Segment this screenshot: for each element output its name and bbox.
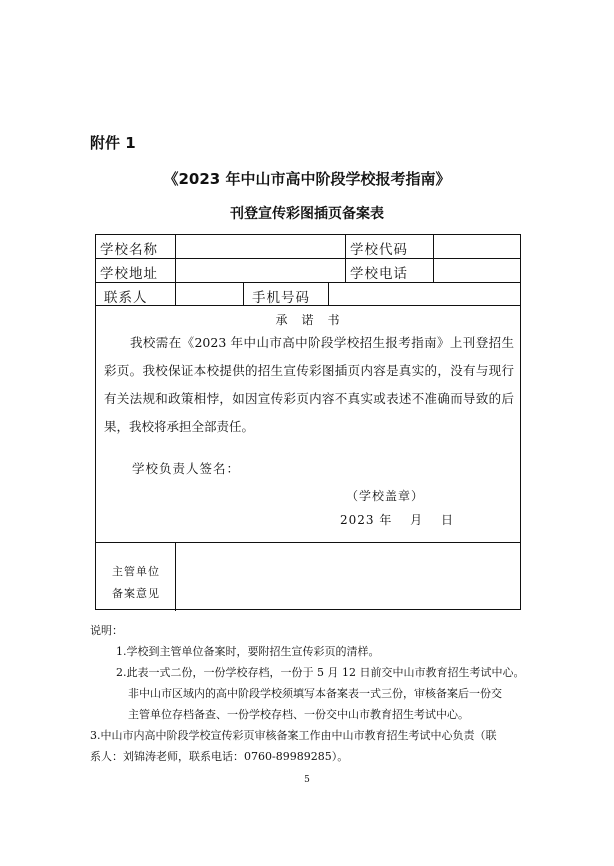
school-code-field[interactable] bbox=[435, 236, 519, 257]
note-item: 1.学校到主管单位备案时，要附招生宣传彩页的清样。 bbox=[116, 645, 380, 658]
pledge-paragraph: 我校需在《2023 年中山市高中阶段学校招生报考指南》上刊登招生彩页。我校保证本校提供的招生宣传彩图插页内容是真实的，没有与现行有关法规和政策相悖，如因宣传彩页内容不真实或表述不准确而导致的后果，我校将承担全部责任。 bbox=[104, 335, 514, 434]
signature-label: 学校负责人签名： bbox=[132, 461, 241, 476]
column-divider bbox=[175, 542, 176, 611]
notes-section bbox=[90, 620, 530, 767]
filing-form-table bbox=[95, 234, 521, 610]
row-divider bbox=[96, 542, 520, 543]
note-item: 3.中山市内高中阶段学校宣传彩页审核备案工作由中山市教育招生考试中心负责（联 bbox=[90, 729, 497, 742]
school-seal-label: （学校盖章） bbox=[346, 489, 425, 503]
document-title: 《2023 年中山市高中阶段学校报考指南》 bbox=[163, 170, 451, 188]
pledge-heading: 承 诺 书 bbox=[275, 313, 341, 327]
notes-heading: 说明： bbox=[90, 624, 123, 637]
school-phone-label: 学校电话 bbox=[350, 266, 408, 282]
note-item-continued: 非中山市区域内的高中阶段学校须填写本备案表一式三份，审核备案后一份交 bbox=[128, 687, 502, 700]
document-subtitle: 刊登宣传彩图插页备案表 bbox=[230, 206, 384, 222]
school-phone-field[interactable] bbox=[435, 260, 519, 281]
row-divider bbox=[96, 258, 520, 259]
page-number: 5 bbox=[304, 775, 310, 785]
column-divider bbox=[243, 282, 244, 305]
pledge-text-block bbox=[104, 329, 514, 441]
column-divider bbox=[328, 282, 329, 305]
contact-label: 联系人 bbox=[104, 290, 148, 306]
mobile-field[interactable] bbox=[330, 284, 518, 304]
school-code-label: 学校代码 bbox=[350, 242, 408, 258]
school-address-label: 学校地址 bbox=[100, 266, 158, 282]
column-divider bbox=[175, 282, 176, 305]
column-divider bbox=[345, 235, 346, 282]
column-divider bbox=[175, 235, 176, 282]
note-item: 2.此表一式二份，一份学校存档，一份于 5 月 12 日前交中山市教育招生考试中心。 bbox=[116, 666, 525, 679]
attachment-label: 附件 1 bbox=[90, 134, 136, 152]
date-line: 2023 年 月 日 bbox=[340, 513, 454, 527]
school-address-field[interactable] bbox=[177, 260, 343, 281]
school-name-field[interactable] bbox=[177, 236, 343, 257]
school-name-label: 学校名称 bbox=[100, 242, 158, 258]
approval-label-line1: 主管单位 bbox=[112, 565, 160, 578]
contact-field[interactable] bbox=[177, 284, 241, 304]
note-item-continued: 主管单位存档备查、一份学校存档、一份交中山市教育招生考试中心。 bbox=[128, 708, 469, 721]
column-divider bbox=[433, 235, 434, 282]
approval-label-line2: 备案意见 bbox=[112, 587, 160, 600]
mobile-label: 手机号码 bbox=[252, 290, 310, 306]
row-divider bbox=[96, 282, 520, 283]
approval-opinion-field[interactable] bbox=[177, 544, 519, 609]
note-item-continued: 系人：刘锦涛老师，联系电话：0760-89989285）。 bbox=[90, 750, 349, 763]
